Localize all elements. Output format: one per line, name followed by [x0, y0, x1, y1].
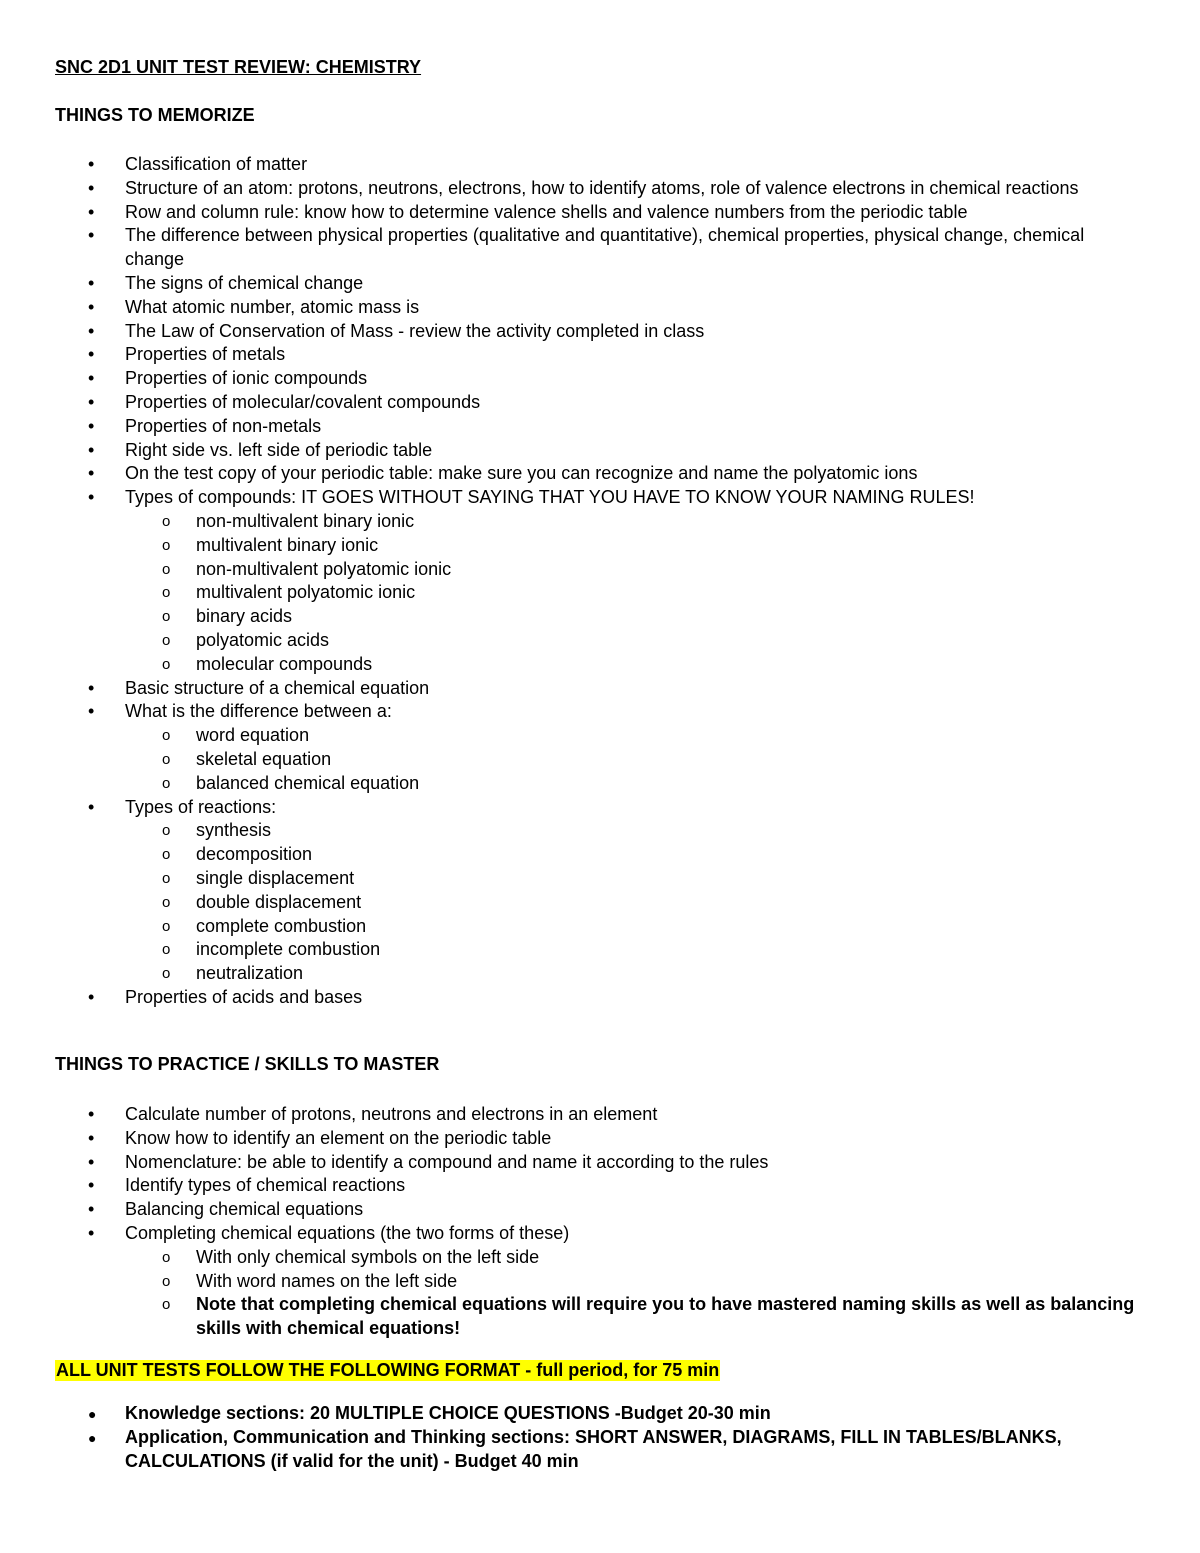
sub-list-item: [0, 772, 1200, 796]
bullet-icon: •: [88, 1222, 95, 1243]
list-item-text: Completing chemical equations (the two forms of these): [125, 1222, 570, 1243]
list-item: [0, 796, 1200, 820]
list-item-text: neutralization: [196, 963, 304, 984]
list-item: [0, 700, 1200, 724]
list-item: [0, 462, 1200, 486]
circle-bullet-icon: o: [162, 822, 171, 840]
list-item: [0, 177, 1200, 201]
circle-bullet-icon: o: [162, 917, 171, 935]
bullet-icon: •: [88, 487, 95, 508]
bullet-icon: •: [88, 415, 95, 436]
bullet-icon: •: [88, 320, 95, 341]
list-item: [0, 986, 1200, 1010]
bullet-icon: •: [88, 391, 95, 412]
circle-bullet-icon: o: [162, 608, 171, 626]
list-item-text: binary acids: [196, 606, 293, 627]
bullet-icon: •: [88, 701, 95, 722]
circle-bullet-icon: o: [162, 965, 171, 983]
list-item-text: Right side vs. left side of periodic table: [125, 439, 433, 460]
bullet-icon: •: [88, 344, 95, 365]
sub-list-item: [0, 581, 1200, 605]
list-item-text: synthesis: [196, 820, 272, 841]
bullet-icon: •: [88, 1104, 95, 1124]
bullet-icon: •: [88, 796, 95, 817]
sub-list-item: [0, 938, 1200, 962]
list-item-text: On the test copy of your periodic table: make sure you can recognize and name the polyatomic ions: [125, 463, 918, 484]
list-item-text: Identify types of chemical reactions: [125, 1175, 406, 1196]
sub-list-item: [0, 558, 1200, 582]
list-item-text: Basic structure of a chemical equation: [125, 677, 430, 698]
circle-bullet-icon: o: [162, 536, 171, 554]
list-item-text: complete combustion: [196, 915, 367, 936]
circle-bullet-icon: o: [162, 846, 171, 864]
sub-list-item: [0, 605, 1200, 629]
sub-list-item: [0, 867, 1200, 891]
bullet-icon: •: [88, 677, 95, 698]
list-item-text: Properties of metals: [125, 344, 286, 365]
bullet-icon: •: [88, 463, 95, 484]
bullet-icon: •: [88, 986, 95, 1007]
list-item-text: The signs of chemical change: [125, 272, 364, 293]
list-item-text: polyatomic acids: [196, 629, 330, 650]
circle-bullet-icon: o: [162, 560, 171, 578]
sub-list-item: [0, 891, 1200, 915]
bullet-icon: •: [88, 225, 95, 246]
list-item-text: The difference between physical properties (qualitative and quantitative), chemical properties, physical change, chemical change: [125, 225, 1085, 270]
list-item-text: single displacement: [196, 867, 355, 888]
list-item-text: non-multivalent polyatomic ionic: [196, 558, 452, 579]
list-item: [0, 367, 1200, 391]
bullet-icon: •: [88, 368, 95, 389]
format-list: [0, 1402, 1200, 1473]
circle-bullet-icon: o: [162, 631, 171, 649]
sub-list-item: [0, 819, 1200, 843]
list-item: [0, 1174, 1200, 1198]
bullet-icon: •: [88, 177, 95, 198]
list-item: [0, 1198, 1200, 1222]
list-item-text: Balancing chemical equations: [125, 1199, 364, 1220]
bullet-icon: ●: [88, 1406, 97, 1422]
circle-bullet-icon: o: [162, 1248, 171, 1266]
list-item-text: skeletal equation: [196, 748, 332, 769]
list-item-text: What atomic number, atomic mass is: [125, 296, 420, 317]
list-item: [0, 415, 1200, 439]
list-item-text: multivalent polyatomic ionic: [196, 582, 416, 603]
sub-list-item: [0, 1293, 1200, 1341]
list-item-text: Types of reactions:: [125, 796, 277, 817]
circle-bullet-icon: o: [162, 1296, 171, 1314]
list-item: [0, 1103, 1200, 1127]
list-item: [0, 677, 1200, 701]
list-item-text: What is the difference between a:: [125, 701, 392, 722]
circle-bullet-icon: o: [162, 774, 171, 792]
list-item-text: balanced chemical equation: [196, 772, 420, 793]
sub-list-item: [0, 534, 1200, 558]
bullet-icon: •: [88, 1151, 95, 1172]
list-item-text: non-multivalent binary ionic: [196, 510, 415, 531]
list-item: [0, 201, 1200, 225]
sub-list-item: [0, 653, 1200, 677]
bullet-icon: •: [88, 1175, 95, 1196]
circle-bullet-icon: o: [162, 1272, 171, 1290]
list-item-text: Note that completing chemical equations will require you to have mastered naming skills as well as balancing skills with chemical equations!: [196, 1294, 1135, 1339]
list-item-text: Knowledge sections: 20 MULTIPLE CHOICE QUESTIONS -Budget 20-30 min: [125, 1403, 771, 1423]
bullet-icon: •: [88, 1199, 95, 1220]
list-item: [0, 153, 1200, 177]
sub-list-item: [0, 748, 1200, 772]
list-item-text: Classification of matter: [125, 154, 308, 174]
list-item: [0, 1151, 1200, 1175]
bullet-icon: •: [88, 201, 95, 222]
list-item-text: incomplete combustion: [196, 939, 381, 960]
list-item-text: Properties of non-metals: [125, 415, 322, 436]
circle-bullet-icon: o: [162, 655, 171, 673]
sub-list-item: [0, 629, 1200, 653]
circle-bullet-icon: o: [162, 512, 171, 530]
practice-list: [0, 1103, 1200, 1341]
list-item-text: word equation: [196, 725, 310, 746]
list-item: [0, 343, 1200, 367]
circle-bullet-icon: o: [162, 727, 171, 745]
sub-list-item: [0, 962, 1200, 986]
sub-list-item: [0, 843, 1200, 867]
sub-list-item: [0, 724, 1200, 748]
document-title: SNC 2D1 UNIT TEST REVIEW: CHEMISTRY: [55, 57, 422, 77]
list-item: [0, 272, 1200, 296]
list-item-text: Structure of an atom: protons, neutrons, electrons, how to identify atoms, role of valence electrons in chemical reactions: [125, 177, 1079, 198]
list-item-text: Calculate number of protons, neutrons and electrons in an element: [125, 1104, 658, 1124]
list-item-text: Types of compounds: IT GOES WITHOUT SAYING THAT YOU HAVE TO KNOW YOUR NAMING RULES!: [125, 487, 975, 508]
bullet-icon: •: [88, 296, 95, 317]
list-item-text: Application, Communication and Thinking sections: SHORT ANSWER, DIAGRAMS, FILL IN TABLES/BLANKS, CALCULATIONS (if valid for the unit) - Budget 40 min: [125, 1426, 1062, 1471]
list-item: [0, 1426, 1200, 1474]
list-item-text: Properties of molecular/covalent compounds: [125, 391, 481, 412]
bullet-icon: •: [88, 439, 95, 460]
sub-list-item: [0, 510, 1200, 534]
circle-bullet-icon: o: [162, 869, 171, 887]
list-item-text: The Law of Conservation of Mass - review the activity completed in class: [125, 320, 705, 341]
memorize-heading: THINGS TO MEMORIZE: [55, 105, 255, 125]
list-item-text: Properties of ionic compounds: [125, 368, 368, 389]
circle-bullet-icon: o: [162, 893, 171, 911]
list-item-text: Row and column rule: know how to determine valence shells and valence numbers from the periodic table: [125, 201, 968, 222]
list-item-text: With word names on the left side: [196, 1270, 458, 1291]
list-item-text: Properties of acids and bases: [125, 986, 363, 1007]
list-item-text: molecular compounds: [196, 653, 373, 674]
memorize-list: [0, 153, 1200, 1010]
list-item-text: decomposition: [196, 844, 313, 865]
list-item: [0, 486, 1200, 510]
list-item: [0, 439, 1200, 463]
circle-bullet-icon: o: [162, 941, 171, 959]
list-item-text: double displacement: [196, 891, 362, 912]
list-item-text: multivalent binary ionic: [196, 534, 379, 555]
list-item: [0, 296, 1200, 320]
list-item-text: Know how to identify an element on the periodic table: [125, 1127, 552, 1148]
list-item: [0, 1402, 1200, 1426]
sub-list-item: [0, 1270, 1200, 1294]
bullet-icon: •: [88, 154, 95, 174]
format-heading: ALL UNIT TESTS FOLLOW THE FOLLOWING FORMAT - full period, for 75 min: [56, 1360, 720, 1380]
sub-list-item: [0, 915, 1200, 939]
bullet-icon: ●: [88, 1429, 97, 1446]
circle-bullet-icon: o: [162, 584, 171, 602]
circle-bullet-icon: o: [162, 750, 171, 768]
bullet-icon: •: [88, 1127, 95, 1148]
sub-list-item: [0, 1246, 1200, 1270]
practice-heading: THINGS TO PRACTICE / SKILLS TO MASTER: [55, 1054, 440, 1074]
list-item: [0, 1127, 1200, 1151]
list-item-text: Nomenclature: be able to identify a compound and name it according to the rules: [125, 1151, 769, 1172]
list-item-text: With only chemical symbols on the left side: [196, 1246, 540, 1267]
list-item: [0, 320, 1200, 344]
list-item: [0, 1222, 1200, 1246]
list-item: [0, 224, 1200, 272]
list-item: [0, 391, 1200, 415]
bullet-icon: •: [88, 272, 95, 293]
